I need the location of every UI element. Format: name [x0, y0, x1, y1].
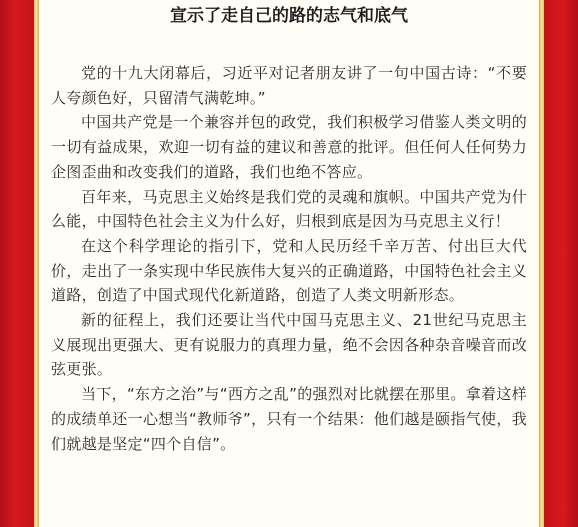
article-title: 宣示了走自己的路的志气和底气	[170, 6, 408, 26]
article-body	[51, 61, 527, 456]
left-red-border	[0, 0, 34, 527]
paragraph-1: 党的十九大闭幕后，习近平对记者朋友讲了一句中国古诗：“不要人夸颜色好，只留清气满乾坤。”	[51, 64, 527, 107]
article-paper	[39, 0, 539, 527]
paragraph-2: 中国共产党是一个兼容并包的政党，我们积极学习借鉴人类文明的一切有益成果，欢迎一切有益的建议和善意的批评。但任何人任何势力企图歪曲和改变我们的道路，我们也绝不答应。	[51, 113, 527, 181]
paragraph-5: 新的征程上，我们还要让当代中国马克思主义、21世纪马克思主义展现出更强大、更有说服力的真理力量，绝不会因各种杂音噪音而改弦更张。	[51, 311, 527, 379]
paragraph-3: 百年来，马克思主义始终是我们党的灵魂和旗帜。中国共产党为什么能，中国特色社会主义为什么好，归根到底是因为马克思主义行！	[51, 187, 527, 231]
paragraph-6: 当下，“东方之治”与“西方之乱”的强烈对比就摆在那里。拿着这样的成绩单还一心想当“教师爷”，只有一个结果：他们越是颐指气使，我们就越是坚定“四个自信”。	[51, 385, 527, 453]
right-red-border	[544, 0, 578, 527]
paragraph-4: 在这个科学理论的指引下，党和人民历经千辛万苦、付出巨大代价，走出了一条实现中华民族伟大复兴的正确道路，中国特色社会主义道路，创造了中国式现代化新道路，创造了人类文明新形态。	[51, 236, 527, 305]
